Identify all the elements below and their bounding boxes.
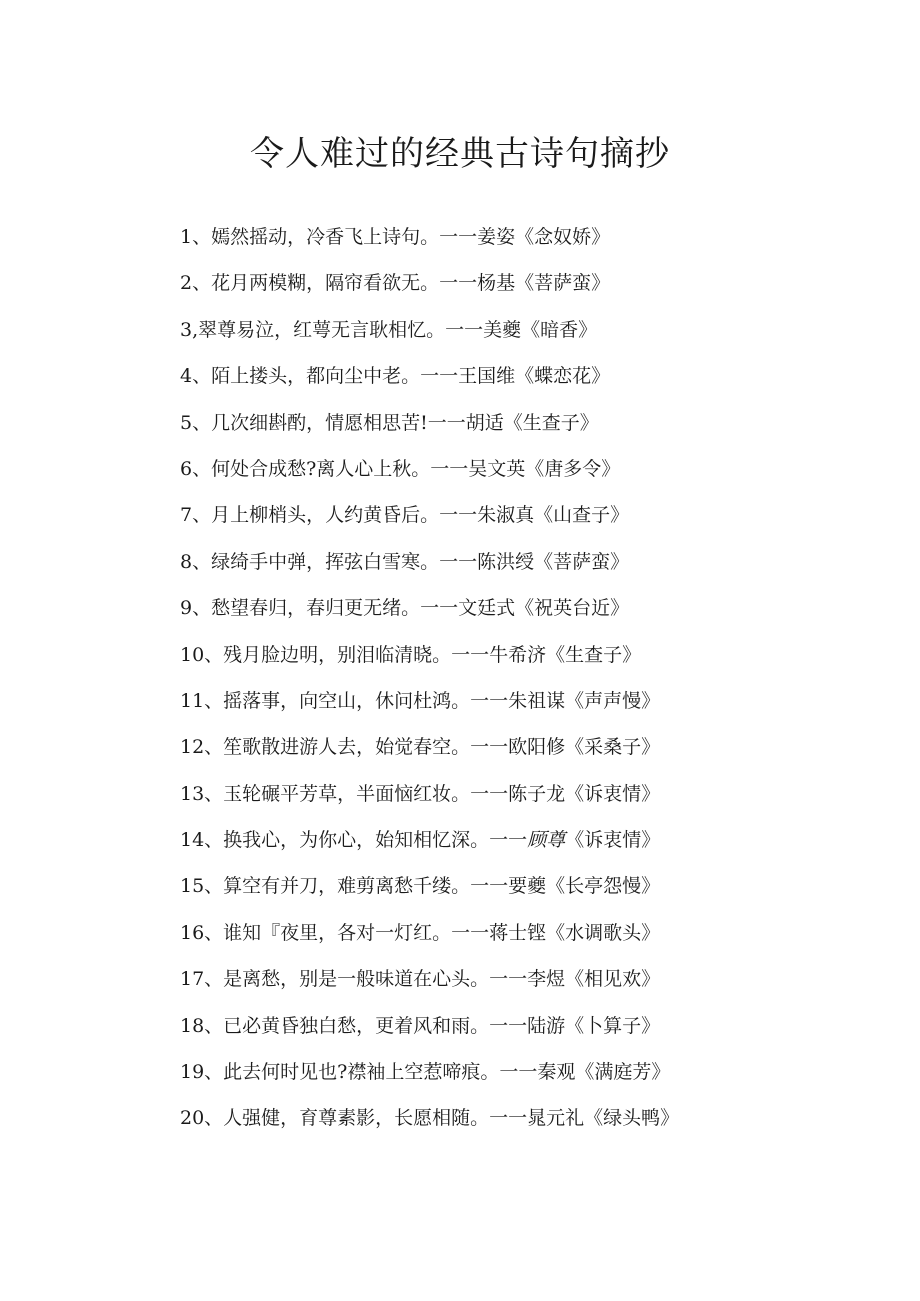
poem-line-17: 17、是离愁，别是一般味道在心头。一一李煜《相见欢》 [180,968,661,991]
poem-line-3: 3,翠尊易泣，红萼无言耿相忆。一一美夔《暗香》 [180,318,598,341]
poem-line-19: 19、此去何时见也?襟袖上空惹啼痕。一一秦观《满庭芳》 [180,1061,671,1084]
poem-line-14-source: 《诉衷情》 [565,829,661,852]
poem-line-11: 11、摇落事，向空山，休问杜鸿。一一朱祖谋《声声慢》 [180,689,661,712]
poem-line-20: 20、人强健，育尊素影，长愿相随。一一晁元礼《绿头鸭》 [180,1107,680,1130]
poem-line-13: 13、玉轮碾平芳草，半面恼红妆。一一陈子龙《诉衷情》 [180,782,661,805]
page-title: 令人难过的经典古诗句摘抄 [250,134,670,174]
poem-line-12: 12、笙歌散进游人去，始觉春空。一一欧阳修《采桑子》 [180,736,661,759]
poem-line-8: 8、绿绮手中弹，挥弦白雪寒。一一陈洪绶《菩萨蛮》 [180,550,630,573]
poem-line-16: 16、谁知『夜里，各对一灯红。一一蒋士铿《水调歌头》 [180,921,661,944]
poem-line-9: 9、愁望春归，春归更无绪。一一文廷式《祝英台近》 [180,597,630,620]
poem-line-6: 6、何处合成愁?离人心上秋。一一吴文英《唐多令》 [180,457,621,480]
poem-line-14 [180,823,880,869]
poem-line-7: 7、月上柳梢头，人约黄昏后。一一朱淑真《山查子》 [180,504,630,527]
poem-lines-list [180,220,880,1148]
poem-line-15: 15、算空有并刀，难剪离愁千缕。一一要夔《长亭怨慢》 [180,875,661,898]
poem-line-14-main: 14、换我心，为你心，始知相忆深。一一 [180,829,528,852]
poem-line-5: 5、几次细斟酌，情愿相思苦!一一胡适《生查子》 [180,411,599,434]
poem-line-14-author-italic: 顾尊 [527,829,566,852]
poem-line-2: 2、花月两模糊，隔帘看欲无。一一杨基《菩萨蛮》 [180,272,611,295]
poem-line-1: 1、嫣然摇动，冷香飞上诗句。一一姜姿《念奴娇》 [180,226,611,248]
poem-line-4: 4、陌上搂头，都向尘中老。一一王国维《蝶恋花》 [180,365,611,388]
poem-line-18: 18、已必黄昏独白愁，更着风和雨。一一陆游《卜算子》 [180,1014,661,1037]
poem-line-10: 10、残月脸边明，别泪临清晓。一一牛希济《生查子》 [180,643,642,666]
